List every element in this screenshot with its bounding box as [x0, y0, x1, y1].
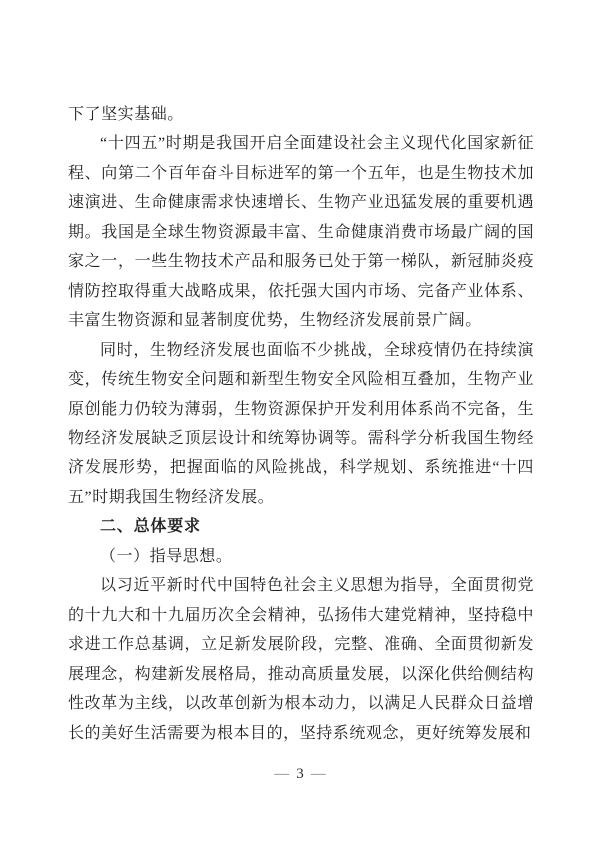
page-number — [0, 766, 600, 783]
paragraph: 以习近平新时代中国特色社会主义思想为指导，全面贯彻党的十九大和十九届历次全会精神，弘扬伟大建党精神，坚持稳中求进工作总基调，立足新发展阶段，完整、准确、全面贯彻新发展理念，构建新发展格局，推动高质量发展，以深化供给侧结构性改革为主线，以改革创新为根本动力，以满足人民群众日益增长的美好生活需要为根本目的，坚持系统观念，更好统筹发展和 — [68, 577, 534, 742]
subsection-heading: （一）指导思想。 — [100, 547, 233, 565]
page-number-value: 3 — [296, 766, 304, 782]
page-number-dash-right: — — [310, 766, 326, 782]
paragraph: 同时，生物经济发展也面临不少挑战，全球疫情仍在持续演变，传统生物安全问题和新型生物安全风险相互叠加，生物产业原创能力仍较为薄弱，生物资源保护开发利用体系尚不完备，生物经济发展缺乏顶层设计和统筹协调等。需科学分析我国生物经济发展形势，把握面临的风险挑战，科学规划、系统推进“十四五”时期我国生物经济发展。 — [68, 341, 534, 506]
page-number-dash-left: — — [274, 766, 290, 782]
document-body — [68, 100, 534, 748]
paragraph: “十四五”时期是我国开启全面建设社会主义现代化国家新征程、向第二个百年奋斗目标进军的第一个五年，也是生物技术加速演进、生命健康需求快速增长、生物产业迅猛发展的重要机遇期。我国是全球生物资源最丰富、生命健康消费市场最广阔的国家之一，一些生物技术产品和服务已处于第一梯队，新冠肺炎疫情防控取得重大战略成果，依托强大国内市场、完备产业体系、丰富生物资源和显著制度优势，生物经济发展前景广阔。 — [68, 135, 534, 330]
section-heading: 二、总体要求 — [100, 518, 201, 536]
paragraph-continuation: 下了坚实基础。 — [68, 106, 184, 123]
